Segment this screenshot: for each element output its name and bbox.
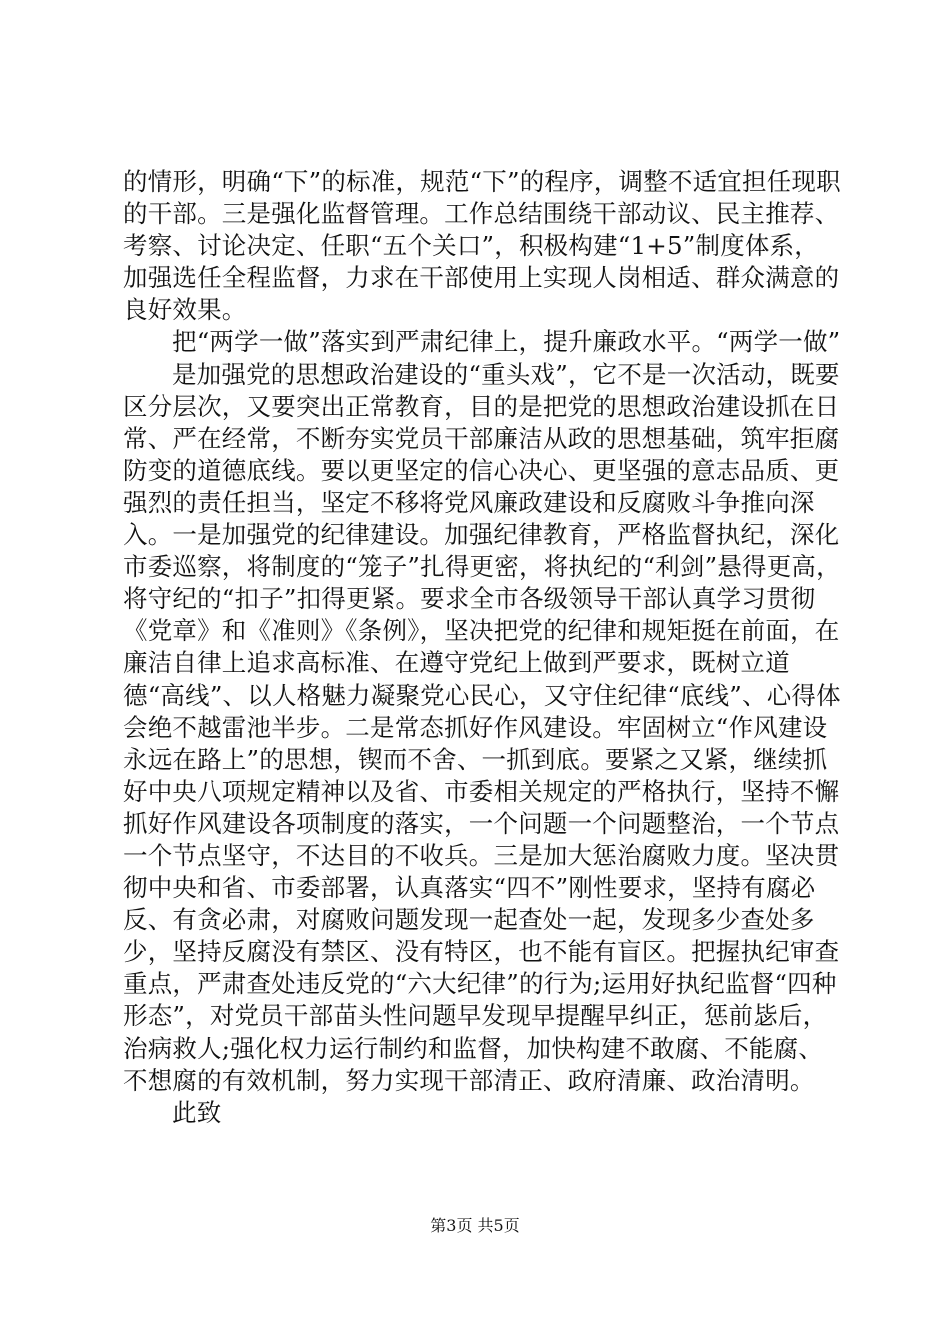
paragraph-two-studies-heading: 把“两学一做”落实到严肃纪律上，提升廉政水平。“两学一做” <box>172 327 841 357</box>
paragraph-discipline-integrity: 是加强党的思想政治建设的“重头戏”，它不是一次活动，既要区分层次，又要突出正常教育，目的是把党的思想政治建设抓在日常、严在经常，不断夯实党员干部廉洁从政的思想基础，筑牢拒腐防变的道德底线。要以更坚定的信心决心、更坚强的意志品质、更强烈的责任担当，坚定不移将党风廉政建设和反腐败斗争推向深入。一是加强党的纪律建设。加强纪律教育，严格监督执纪，深化市委巡察，将制度的“笼子”扎得更密，将执纪的“利剑”悬得更高，将守纪的“扣子”扣得更紧。要求全市各级领导干部认真学习贯彻《党章》和《准则》《条例》，坚决把党的纪律和规矩挺在前面，在廉洁自律上追求高标准、在遵守党纪上做到严要求，既树立道德“高线”、以人格魅力凝聚党心民心，又守住纪律“底线”、心得体会绝不越雷池半步。二是常态抓好作风建设。牢固树立“作风建设永远在路上”的思想，锲而不舍、一抓到底。要紧之又紧，继续抓好中央八项规定精神以及省、市委相关规定的严格执行，坚持不懈抓好作风建设各项制度的落实，一个问题一个问题整治，一个节点一个节点坚守，不达目的不收兵。三是加大惩治腐败力度。坚决贯彻中央和省、市委部署，认真落实“四不”刚性要求，坚持有腐必反、有贪必肃，对腐败问题发现一起查处一起，发现多少查处多少，坚持反腐没有禁区、没有特区，也不能有盲区。把握执纪审查重点，严肃查处违反党的“六大纪律”的行为;运用好执纪监督“四种形态”，对党员干部苗头性问题早发现早提醒早纠正，惩前毖后，治病救人;强化权力运行制约和监督，加快构建不敢腐、不能腐、不想腐的有效机制，努力实现干部清正、政府清廉、政治清明。 <box>123 359 841 1095</box>
page-number-footer: 第3页 共5页 <box>430 1216 520 1235</box>
paragraph-closing-salutation: 此致 <box>172 1097 222 1127</box>
paragraph-cadre-supervision: 的情形，明确“下”的标准，规范“下”的程序，调整不适宜担任现职的干部。三是强化监督管理。工作总结围绕干部动议、民主推荐、考察、讨论决定、任职“五个关口”，积极构建“1+5”制度体系，加强选任全程监督，力求在干部使用上实现人岗相适、群众满意的良好效果。 <box>123 167 841 325</box>
document-body <box>123 166 843 1129</box>
